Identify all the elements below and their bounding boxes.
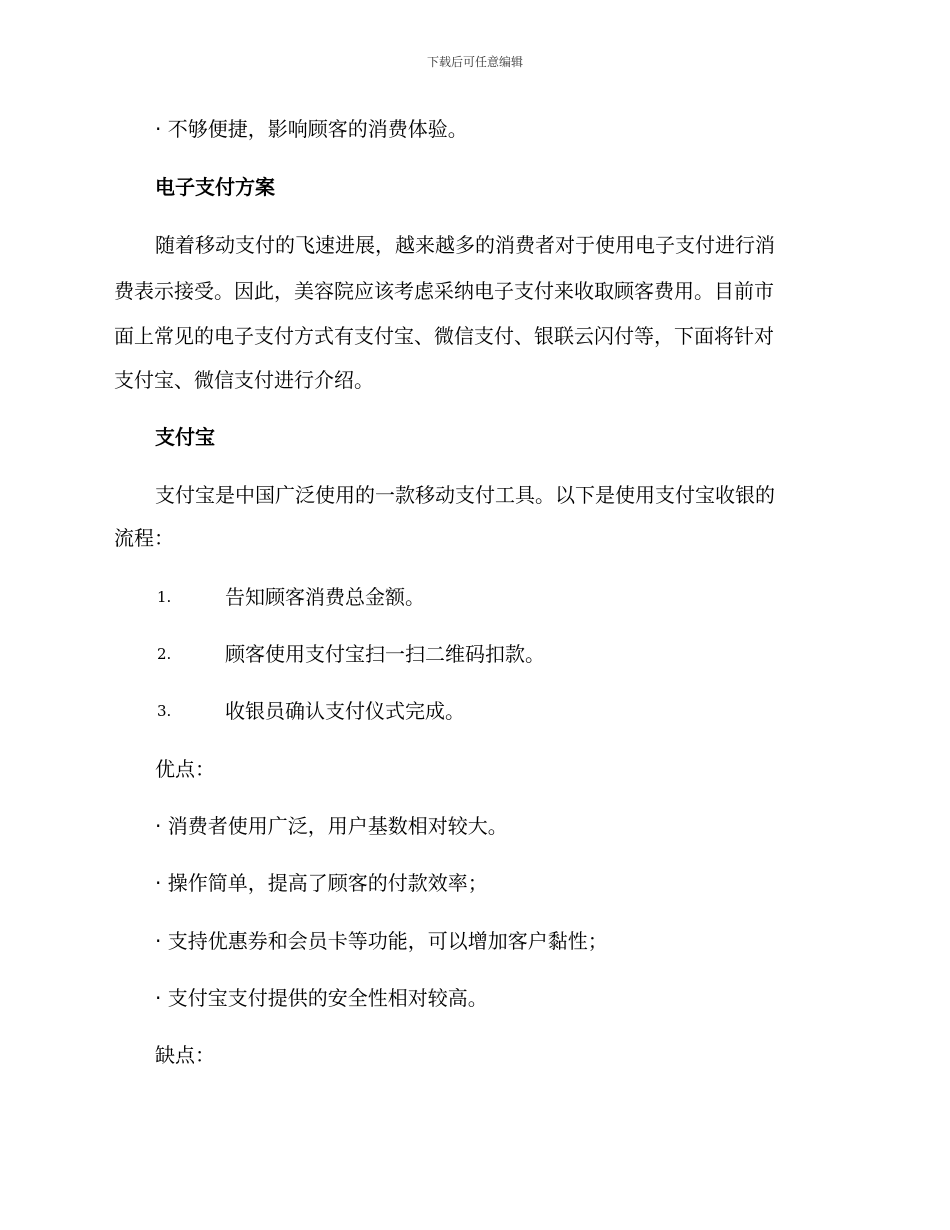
step-number: 1. [157, 588, 172, 606]
paragraph-line: 费表示接受。因此，美容院应该考虑采纳电子支付来收取顾客费用。目前市 [114, 279, 774, 303]
pros-item: · 支付宝支付提供的安全性相对较高。 [155, 986, 488, 1010]
section-title-electronic-payment: 电子支付方案 [155, 175, 275, 199]
paragraph-line: 流程： [114, 526, 174, 550]
step-text: 告知顾客消费总金额。 [225, 585, 425, 609]
step-text: 顾客使用支付宝扫一扫二维码扣款。 [225, 642, 545, 666]
intro-bullet: · 不够便捷，影响顾客的消费体验。 [155, 117, 468, 141]
paragraph-line: 支付宝、微信支付进行介绍。 [114, 368, 374, 392]
pros-item: · 操作简单，提高了顾客的付款效率； [155, 871, 488, 895]
paragraph-line: 面上常见的电子支付方式有支付宝、微信支付、银联云闪付等，下面将针对 [114, 324, 774, 348]
page-header: 下载后可任意编辑 [426, 55, 523, 69]
step-number: 3. [157, 702, 172, 720]
paragraph-line: 随着移动支付的飞速进展，越来越多的消费者对于使用电子支付进行消 [155, 233, 775, 257]
cons-label: 缺点： [155, 1043, 215, 1067]
pros-item: · 支持优惠券和会员卡等功能，可以增加客户黏性； [155, 929, 608, 953]
paragraph-line: 支付宝是中国广泛使用的一款移动支付工具。以下是使用支付宝收银的 [155, 483, 775, 507]
step-text: 收银员确认支付仪式完成。 [225, 699, 465, 723]
section-title-alipay: 支付宝 [155, 425, 215, 449]
pros-item: · 消费者使用广泛，用户基数相对较大。 [155, 814, 508, 838]
pros-label: 优点： [155, 757, 215, 781]
step-number: 2. [157, 645, 172, 663]
